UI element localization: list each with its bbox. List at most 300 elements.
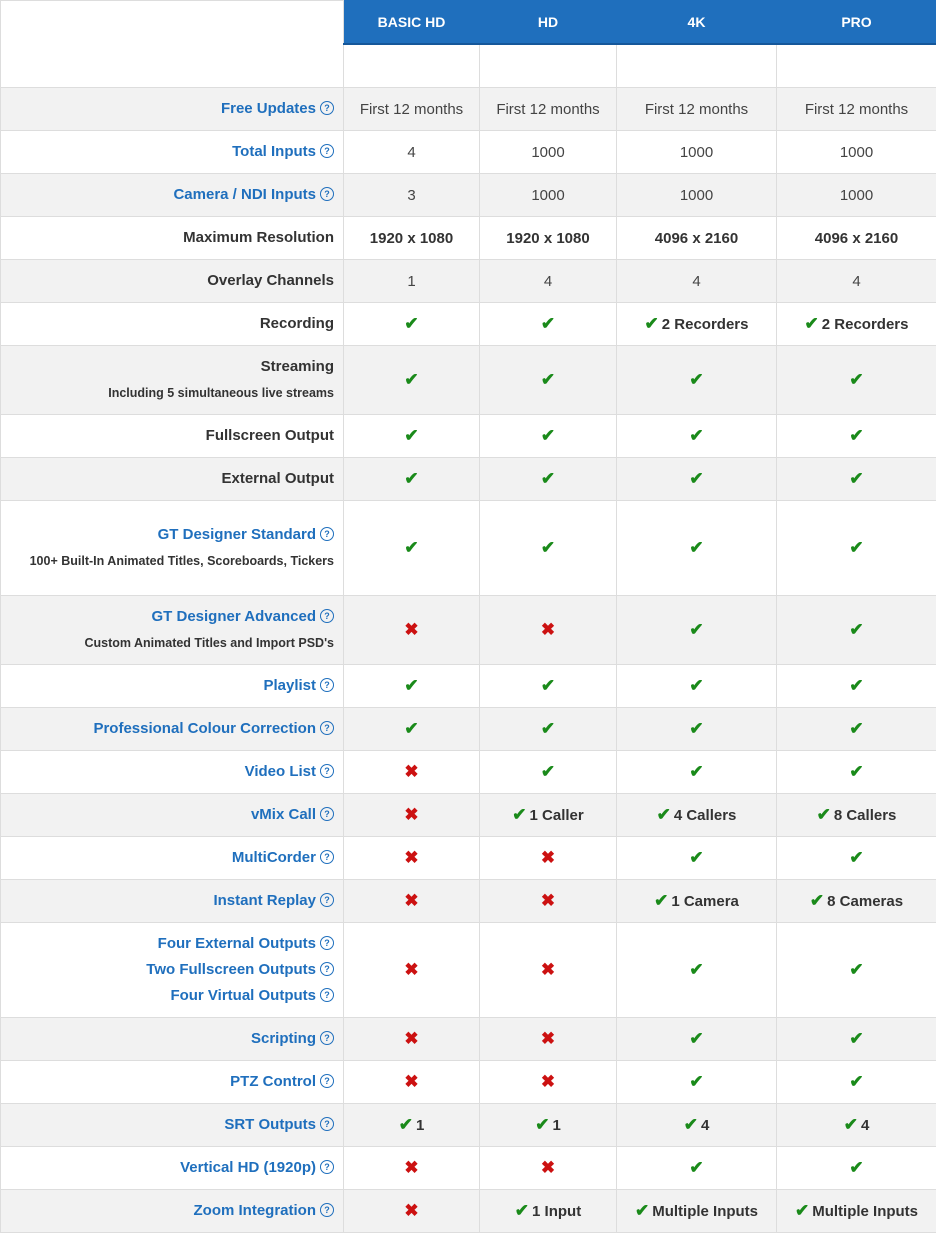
cross-icon: ✖ (541, 620, 555, 639)
plan-cell-4k (617, 1104, 777, 1147)
cell-value: 1 (407, 273, 415, 290)
header-spacer (777, 44, 936, 88)
plan-cell-4k (617, 708, 777, 751)
check-icon: ✔ (689, 1158, 703, 1177)
plan-cell-hd (480, 1018, 617, 1061)
feature-name (1, 423, 334, 449)
check-icon: ✔ (805, 314, 819, 333)
check-icon: ✔ (817, 805, 831, 824)
plan-header-hd: HD (480, 1, 617, 44)
cell-value: First 12 months (360, 101, 463, 118)
check-icon: ✔ (849, 469, 863, 488)
plan-cell-4k (617, 415, 777, 458)
plan-cell-basic-hd (344, 88, 480, 131)
feature-text: External Output (221, 470, 334, 487)
feature-name[interactable] (1, 931, 334, 957)
check-icon: ✔ (849, 1158, 863, 1177)
table-row (1, 708, 936, 751)
plan-cell-4k (617, 303, 777, 346)
help-circle-icon[interactable]: ? (320, 1160, 334, 1174)
feature-label (1, 415, 344, 458)
table-row (1, 1104, 936, 1147)
feature-link[interactable]: Four Virtual Outputs (170, 987, 316, 1004)
check-icon: ✔ (849, 762, 863, 781)
check-icon: ✔ (535, 1115, 549, 1134)
feature-label (1, 88, 344, 131)
feature-name[interactable] (1, 1026, 334, 1052)
check-icon: ✔ (404, 314, 418, 333)
table-row (1, 794, 936, 837)
plan-cell-pro (777, 837, 936, 880)
feature-name[interactable] (1, 957, 334, 983)
plan-cell-basic-hd (344, 708, 480, 751)
cell-value: 1000 (531, 187, 564, 204)
plan-cell-pro (777, 88, 936, 131)
help-circle-icon[interactable]: ? (320, 1074, 334, 1088)
plan-cell-4k (617, 1190, 777, 1233)
cell-note: 4 (861, 1117, 869, 1134)
plan-cell-basic-hd (344, 794, 480, 837)
check-icon: ✔ (541, 469, 555, 488)
help-circle-icon[interactable]: ? (320, 1031, 334, 1045)
plan-cell-pro (777, 1104, 936, 1147)
cell-value: 4096 x 2160 (815, 230, 898, 247)
plan-cell-basic-hd (344, 174, 480, 217)
table-row (1, 665, 936, 708)
check-icon: ✔ (635, 1201, 649, 1220)
plan-cell-4k (617, 596, 777, 665)
table-row (1, 346, 936, 415)
cross-icon: ✖ (404, 1072, 418, 1091)
feature-name[interactable] (1, 888, 334, 914)
check-icon: ✔ (654, 891, 668, 910)
check-icon: ✔ (541, 538, 555, 557)
plan-cell-pro (777, 346, 936, 415)
feature-link[interactable]: PTZ Control (230, 1073, 316, 1090)
feature-name[interactable] (1, 1069, 334, 1095)
feature-label (1, 174, 344, 217)
check-icon: ✔ (849, 1072, 863, 1091)
cross-icon: ✖ (541, 960, 555, 979)
feature-link[interactable]: Four External Outputs (158, 935, 316, 952)
feature-link[interactable]: GT Designer Advanced (152, 608, 317, 625)
feature-link[interactable]: Video List (245, 763, 316, 780)
check-icon: ✔ (404, 469, 418, 488)
table-row (1, 837, 936, 880)
feature-link[interactable]: GT Designer Standard (158, 526, 316, 543)
feature-link[interactable]: Camera / NDI Inputs (173, 186, 316, 203)
plan-cell-hd (480, 751, 617, 794)
help-circle-icon[interactable]: ? (320, 1117, 334, 1131)
cell-value: 4 (544, 273, 552, 290)
help-circle-icon[interactable]: ? (320, 101, 334, 115)
help-circle-icon[interactable]: ? (320, 936, 334, 950)
check-icon: ✔ (689, 676, 703, 695)
feature-name (1, 354, 334, 380)
cross-icon: ✖ (404, 805, 418, 824)
plan-cell-basic-hd (344, 303, 480, 346)
feature-link[interactable]: Instant Replay (213, 892, 316, 909)
feature-link[interactable]: vMix Call (251, 806, 316, 823)
plan-cell-pro (777, 880, 936, 923)
feature-label (1, 458, 344, 501)
cell-note: 1 (416, 1117, 424, 1134)
cross-icon: ✖ (541, 891, 555, 910)
check-icon: ✔ (849, 426, 863, 445)
feature-name[interactable] (1, 139, 334, 165)
cross-icon: ✖ (541, 1029, 555, 1048)
check-icon: ✔ (404, 370, 418, 389)
plan-cell-hd (480, 346, 617, 415)
feature-name[interactable] (1, 1155, 334, 1181)
feature-label (1, 1147, 344, 1190)
plan-cell-hd (480, 501, 617, 596)
feature-link[interactable]: Total Inputs (232, 143, 316, 160)
check-icon: ✔ (399, 1115, 413, 1134)
plan-cell-hd (480, 415, 617, 458)
cross-icon: ✖ (404, 960, 418, 979)
cell-value: 1000 (840, 144, 873, 161)
feature-text: Overlay Channels (207, 272, 334, 289)
check-icon: ✔ (404, 426, 418, 445)
feature-link[interactable]: Professional Colour Correction (93, 720, 316, 737)
check-icon: ✔ (541, 762, 555, 781)
check-icon: ✔ (541, 314, 555, 333)
cell-note: 2 Recorders (822, 316, 909, 333)
plan-cell-hd (480, 1104, 617, 1147)
check-icon: ✔ (849, 960, 863, 979)
plan-cell-basic-hd (344, 217, 480, 260)
plan-cell-4k (617, 923, 777, 1018)
check-icon: ✔ (849, 848, 863, 867)
cross-icon: ✖ (404, 762, 418, 781)
plan-cell-basic-hd (344, 665, 480, 708)
plan-cell-basic-hd (344, 596, 480, 665)
plan-cell-hd (480, 596, 617, 665)
help-circle-icon[interactable]: ? (320, 527, 334, 541)
plan-cell-4k (617, 131, 777, 174)
cell-value: 1000 (680, 144, 713, 161)
plan-cell-4k (617, 1147, 777, 1190)
table-row (1, 131, 936, 174)
plan-cell-basic-hd (344, 880, 480, 923)
feature-text: Recording (260, 315, 334, 332)
feature-link[interactable]: Free Updates (221, 100, 316, 117)
plan-cell-4k (617, 837, 777, 880)
cell-value: 1000 (840, 187, 873, 204)
plan-cell-hd (480, 880, 617, 923)
check-icon: ✔ (512, 805, 526, 824)
header-spacer (617, 44, 777, 88)
plan-cell-basic-hd (344, 131, 480, 174)
cell-note: 8 Cameras (827, 893, 903, 910)
help-circle-icon[interactable]: ? (320, 850, 334, 864)
plan-cell-hd (480, 131, 617, 174)
cross-icon: ✖ (404, 891, 418, 910)
header-spacer (480, 44, 617, 88)
feature-name[interactable] (1, 1198, 334, 1224)
plan-cell-pro (777, 260, 936, 303)
plan-cell-hd (480, 458, 617, 501)
plan-header-basic-hd: BASIC HD (344, 1, 480, 44)
check-icon: ✔ (515, 1201, 529, 1220)
check-icon: ✔ (541, 426, 555, 445)
cell-value: 1000 (531, 144, 564, 161)
feature-label (1, 794, 344, 837)
cell-value: First 12 months (805, 101, 908, 118)
cell-note: Multiple Inputs (812, 1203, 918, 1220)
table-row (1, 501, 936, 596)
cell-note: 2 Recorders (662, 316, 749, 333)
check-icon: ✔ (404, 719, 418, 738)
check-icon: ✔ (689, 469, 703, 488)
check-icon: ✔ (849, 676, 863, 695)
feature-link[interactable]: Vertical HD (1920p) (180, 1159, 316, 1176)
plan-cell-4k (617, 260, 777, 303)
feature-label (1, 260, 344, 303)
table-row (1, 1061, 936, 1104)
plan-cell-hd (480, 923, 617, 1018)
plan-cell-pro (777, 1018, 936, 1061)
plan-cell-4k (617, 174, 777, 217)
feature-label (1, 303, 344, 346)
feature-name (1, 268, 334, 294)
check-icon: ✔ (849, 1029, 863, 1048)
plan-cell-4k (617, 1061, 777, 1104)
cell-value: First 12 months (645, 101, 748, 118)
plan-cell-4k (617, 665, 777, 708)
cell-note: 1 Caller (530, 807, 584, 824)
feature-name[interactable] (1, 1112, 334, 1138)
cell-value: First 12 months (496, 101, 599, 118)
feature-name[interactable] (1, 983, 334, 1009)
plan-cell-pro (777, 596, 936, 665)
check-icon: ✔ (645, 314, 659, 333)
cell-value: 4 (692, 273, 700, 290)
cell-value: 4096 x 2160 (655, 230, 738, 247)
plan-cell-hd (480, 174, 617, 217)
feature-name[interactable] (1, 759, 334, 785)
plan-cell-pro (777, 501, 936, 596)
plan-cell-4k (617, 751, 777, 794)
check-icon: ✔ (404, 538, 418, 557)
plan-cell-hd (480, 217, 617, 260)
feature-description: Custom Animated Titles and Import PSD's (1, 630, 334, 656)
cell-note: 1 Input (532, 1203, 581, 1220)
plan-cell-hd (480, 708, 617, 751)
cell-value: 1920 x 1080 (506, 230, 589, 247)
feature-link[interactable]: Scripting (251, 1030, 316, 1047)
feature-label (1, 665, 344, 708)
plan-cell-hd (480, 837, 617, 880)
plan-cell-basic-hd (344, 346, 480, 415)
help-circle-icon[interactable]: ? (320, 187, 334, 201)
help-circle-icon[interactable]: ? (320, 609, 334, 623)
cell-note: 4 Callers (674, 807, 737, 824)
feature-label (1, 346, 344, 415)
plan-cell-pro (777, 303, 936, 346)
feature-name[interactable] (1, 673, 334, 699)
check-icon: ✔ (810, 891, 824, 910)
cross-icon: ✖ (541, 1072, 555, 1091)
plan-cell-4k (617, 880, 777, 923)
feature-name[interactable] (1, 604, 334, 630)
check-icon: ✔ (541, 370, 555, 389)
cell-value: 4 (852, 273, 860, 290)
plan-cell-4k (617, 217, 777, 260)
cross-icon: ✖ (404, 1158, 418, 1177)
check-icon: ✔ (689, 762, 703, 781)
feature-link[interactable]: Playlist (263, 677, 316, 694)
plan-header-4k: 4K (617, 1, 777, 44)
cell-note: Multiple Inputs (652, 1203, 758, 1220)
cell-note: 1 (552, 1117, 560, 1134)
header-spacer (344, 44, 480, 88)
plan-cell-basic-hd (344, 1190, 480, 1233)
feature-name (1, 225, 334, 251)
table-row (1, 880, 936, 923)
cross-icon: ✖ (541, 1158, 555, 1177)
feature-name[interactable] (1, 716, 334, 742)
plan-cell-pro (777, 665, 936, 708)
help-circle-icon[interactable]: ? (320, 962, 334, 976)
cross-icon: ✖ (404, 1201, 418, 1220)
check-icon: ✔ (541, 719, 555, 738)
table-row (1, 596, 936, 665)
feature-description: Including 5 simultaneous live streams (1, 380, 334, 406)
feature-name[interactable] (1, 96, 334, 122)
help-circle-icon[interactable]: ? (320, 893, 334, 907)
feature-label (1, 1104, 344, 1147)
feature-link[interactable]: Two Fullscreen Outputs (146, 961, 316, 978)
plan-cell-4k (617, 1018, 777, 1061)
table-row (1, 217, 936, 260)
plan-cell-pro (777, 1190, 936, 1233)
table-row (1, 923, 936, 1018)
plan-cell-pro (777, 923, 936, 1018)
plan-cell-4k (617, 458, 777, 501)
help-circle-icon[interactable]: ? (320, 144, 334, 158)
check-icon: ✔ (689, 426, 703, 445)
table-row (1, 303, 936, 346)
help-circle-icon[interactable]: ? (320, 678, 334, 692)
plan-cell-basic-hd (344, 260, 480, 303)
plan-cell-pro (777, 131, 936, 174)
cell-value: 1000 (680, 187, 713, 204)
plan-cell-hd (480, 260, 617, 303)
feature-name[interactable] (1, 182, 334, 208)
plan-cell-hd (480, 1147, 617, 1190)
plan-cell-basic-hd (344, 1018, 480, 1061)
feature-description: 100+ Built-In Animated Titles, Scoreboards, Tickers (1, 548, 334, 574)
feature-name[interactable] (1, 845, 334, 871)
check-icon: ✔ (844, 1115, 858, 1134)
check-icon: ✔ (795, 1201, 809, 1220)
plan-cell-4k (617, 346, 777, 415)
cell-value: 4 (407, 144, 415, 161)
table-row (1, 415, 936, 458)
check-icon: ✔ (849, 620, 863, 639)
cross-icon: ✖ (404, 848, 418, 867)
plan-cell-basic-hd (344, 1104, 480, 1147)
cell-value: 1920 x 1080 (370, 230, 453, 247)
plan-cell-basic-hd (344, 923, 480, 1018)
check-icon: ✔ (689, 960, 703, 979)
plan-cell-basic-hd (344, 501, 480, 596)
check-icon: ✔ (849, 370, 863, 389)
plan-cell-basic-hd (344, 1061, 480, 1104)
feature-label (1, 837, 344, 880)
plan-cell-basic-hd (344, 837, 480, 880)
table-corner (1, 1, 344, 88)
plan-cell-basic-hd (344, 1147, 480, 1190)
plan-cell-pro (777, 217, 936, 260)
feature-link[interactable]: Zoom Integration (194, 1202, 317, 1219)
help-circle-icon[interactable]: ? (320, 988, 334, 1002)
feature-label (1, 1018, 344, 1061)
check-icon: ✔ (684, 1115, 698, 1134)
feature-label (1, 923, 344, 1018)
feature-link[interactable]: MultiCorder (232, 849, 316, 866)
table-row (1, 1147, 936, 1190)
table-row (1, 751, 936, 794)
feature-name[interactable] (1, 802, 334, 828)
table-row (1, 1190, 936, 1233)
feature-name (1, 466, 334, 492)
check-icon: ✔ (657, 805, 671, 824)
feature-name[interactable] (1, 522, 334, 548)
feature-label (1, 1061, 344, 1104)
help-circle-icon[interactable]: ? (320, 1203, 334, 1217)
plan-cell-hd (480, 794, 617, 837)
plan-cell-pro (777, 751, 936, 794)
check-icon: ✔ (849, 719, 863, 738)
cell-note: 8 Callers (834, 807, 897, 824)
table-row (1, 88, 936, 131)
plan-cell-hd (480, 1061, 617, 1104)
plan-cell-pro (777, 174, 936, 217)
help-circle-icon[interactable]: ? (320, 721, 334, 735)
check-icon: ✔ (689, 370, 703, 389)
plan-cell-4k (617, 794, 777, 837)
cell-note: 4 (701, 1117, 709, 1134)
feature-label (1, 751, 344, 794)
table-row (1, 1018, 936, 1061)
feature-label (1, 217, 344, 260)
table-row (1, 174, 936, 217)
plan-cell-hd (480, 303, 617, 346)
help-circle-icon[interactable]: ? (320, 764, 334, 778)
help-circle-icon[interactable]: ? (320, 807, 334, 821)
feature-text: Maximum Resolution (183, 229, 334, 246)
feature-name (1, 311, 334, 337)
table-row (1, 458, 936, 501)
plan-cell-4k (617, 88, 777, 131)
feature-label (1, 880, 344, 923)
plan-header-row (1, 1, 936, 44)
check-icon: ✔ (849, 538, 863, 557)
feature-rows (1, 88, 936, 1233)
check-icon: ✔ (541, 676, 555, 695)
plan-cell-4k (617, 501, 777, 596)
plan-cell-basic-hd (344, 415, 480, 458)
check-icon: ✔ (689, 1072, 703, 1091)
feature-link[interactable]: SRT Outputs (224, 1116, 316, 1133)
cross-icon: ✖ (541, 848, 555, 867)
check-icon: ✔ (689, 620, 703, 639)
feature-label (1, 708, 344, 751)
check-icon: ✔ (689, 1029, 703, 1048)
